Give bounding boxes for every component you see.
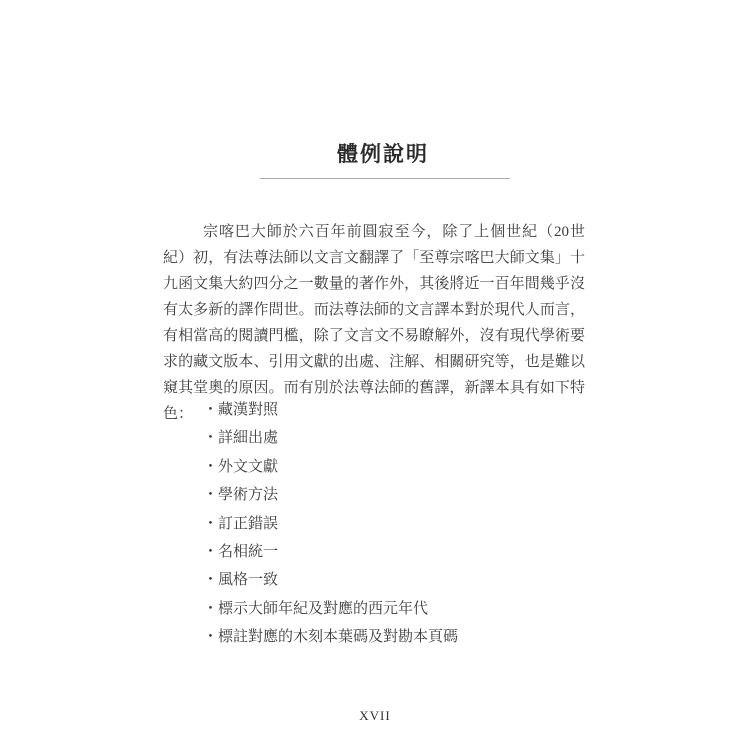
feature-label: 名相統一 <box>218 544 279 561</box>
feature-item <box>203 453 625 481</box>
features-list <box>163 396 625 652</box>
page-number: XVII <box>359 708 391 723</box>
bullet-dot: ・ <box>203 629 219 646</box>
feature-label: 詳細出處 <box>218 430 279 447</box>
feature-label: 藏漢對照 <box>218 402 279 418</box>
bullet-dot: ・ <box>203 572 219 589</box>
feature-item <box>203 566 625 594</box>
bullet-dot: ・ <box>203 402 219 418</box>
title-divider <box>260 178 510 179</box>
feature-label: 訂正錯誤 <box>218 515 279 532</box>
intro-paragraph: 宗喀巴大師於六百年前圓寂至今，除了上個世紀（20世紀）初，有法尊法師以文言文翻譯了「至尊宗喀巴大師文集」十九函文集大約四分之一數量的著作外，其後將近一百年間幾乎沒有太多新的譯作問世。而法尊法師的文言譯本對於現代人而言，有相當高的閱讀門檻，除了文言文不易瞭解外，沒有現代學術要求的藏文版本、引用文獻的出處、注解、相關研究等，也是難以窺其堂奧的原因。而有別於法尊法師的舊譯，新譯本具有如下特色： <box>163 224 585 422</box>
bullet-dot: ・ <box>203 515 219 532</box>
feature-label: 風格一致 <box>218 572 279 589</box>
feature-label: 學術方法 <box>218 487 279 504</box>
feature-item <box>203 396 625 424</box>
bullet-dot: ・ <box>203 458 219 475</box>
feature-item <box>203 623 625 651</box>
feature-label: 標示大師年紀及對應的西元年代 <box>218 600 429 617</box>
feature-item <box>203 538 625 566</box>
page-title: 體例說明 <box>337 142 429 166</box>
feature-label: 外文文獻 <box>218 458 279 475</box>
bullet-dot: ・ <box>203 487 219 504</box>
feature-item <box>203 481 625 509</box>
bullet-dot: ・ <box>203 430 219 447</box>
feature-item <box>203 424 625 452</box>
bullet-dot: ・ <box>203 600 219 617</box>
feature-label: 標註對應的木刻本葉碼及對勘本頁碼 <box>218 629 459 646</box>
feature-item <box>203 510 625 538</box>
feature-item <box>203 595 625 623</box>
bullet-dot: ・ <box>203 544 219 561</box>
